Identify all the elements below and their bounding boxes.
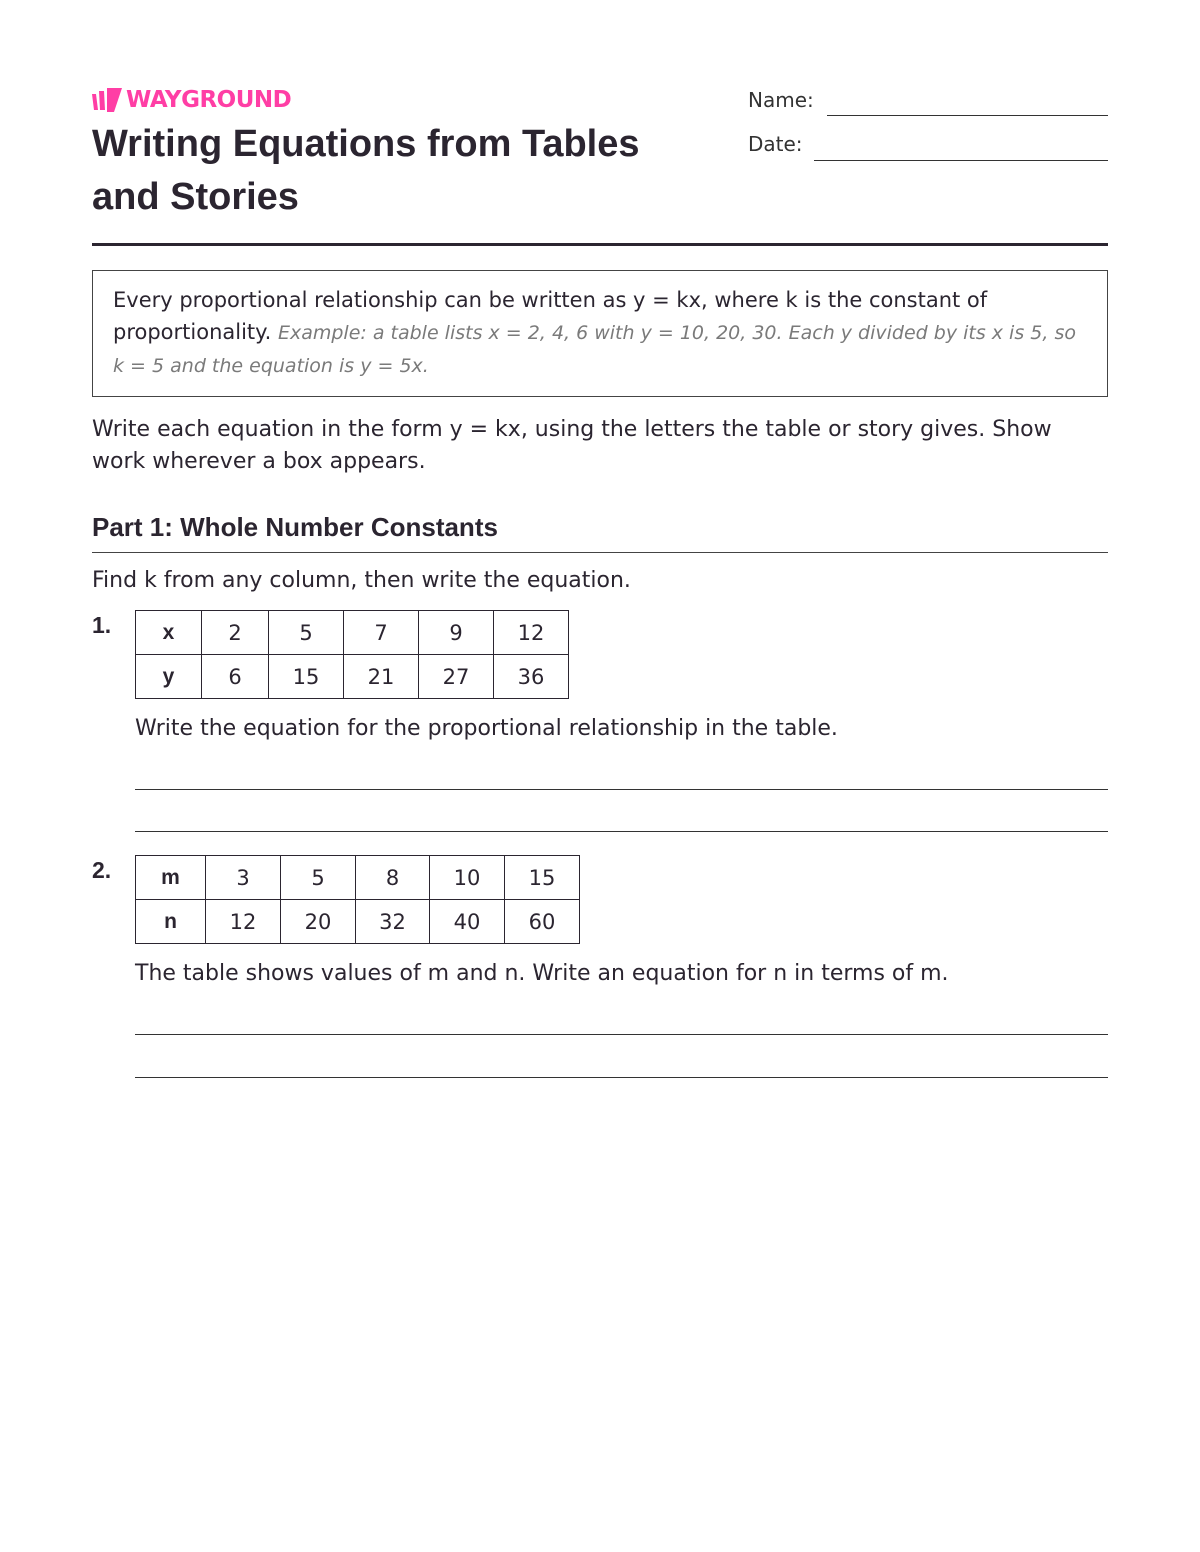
table-cell: 7 xyxy=(344,611,419,655)
question-2-table xyxy=(135,855,580,944)
table-cell: 12 xyxy=(494,611,569,655)
name-field-line[interactable] xyxy=(827,115,1108,116)
table-cell: 20 xyxy=(281,900,356,944)
table-cell: 2 xyxy=(202,611,269,655)
question-1-answer-line-1[interactable] xyxy=(135,789,1108,790)
part-1-subtext: Find k from any column, then write the equation. xyxy=(92,568,631,593)
table-row xyxy=(136,611,569,655)
instructions: Write each equation in the form y = kx, using the letters the table or story gives. Show work wherever a box appears. xyxy=(92,417,1052,474)
table-header-cell: y xyxy=(136,655,202,699)
question-2-number: 2. xyxy=(92,857,112,883)
table-cell: 60 xyxy=(505,900,580,944)
question-1-table xyxy=(135,610,569,699)
table-cell: 8 xyxy=(356,856,430,900)
brand-logo xyxy=(92,86,291,114)
table-cell: 6 xyxy=(202,655,269,699)
brand-name: WAYGROUND xyxy=(126,87,292,113)
table-cell: 5 xyxy=(281,856,356,900)
question-2-prompt: The table shows values of m and n. Write an equation for n in terms of m. xyxy=(135,961,949,986)
title-divider xyxy=(92,243,1108,246)
table-header-cell: n xyxy=(136,900,206,944)
table-header-cell: m xyxy=(136,856,206,900)
table-cell: 15 xyxy=(269,655,344,699)
table-cell: 5 xyxy=(269,611,344,655)
table-cell: 27 xyxy=(419,655,494,699)
table-cell: 32 xyxy=(356,900,430,944)
question-2-answer-line-2[interactable] xyxy=(135,1077,1108,1078)
info-example-text: Example: a table lists x = 2, 4, 6 with y = 10, 20, 30. Each y divided by its x is 5, so k = 5 and the equation is y = 5x. xyxy=(113,322,1076,377)
page-title: Writing Equations from Tables and Stories xyxy=(92,123,640,218)
wayground-logo-icon xyxy=(92,88,122,112)
table-row xyxy=(136,655,569,699)
question-2-answer-line-1[interactable] xyxy=(135,1034,1108,1035)
part-1-heading: Part 1: Whole Number Constants xyxy=(92,512,498,542)
table-header-cell: x xyxy=(136,611,202,655)
question-1-prompt: Write the equation for the proportional relationship in the table. xyxy=(135,716,838,741)
table-cell: 12 xyxy=(206,900,281,944)
table-cell: 9 xyxy=(419,611,494,655)
table-cell: 21 xyxy=(344,655,419,699)
date-field-line[interactable] xyxy=(814,160,1108,161)
question-1-number: 1. xyxy=(92,612,112,638)
part-1-divider xyxy=(92,552,1108,553)
table-cell: 3 xyxy=(206,856,281,900)
table-cell: 15 xyxy=(505,856,580,900)
name-field-label: Name: xyxy=(748,88,814,112)
table-row xyxy=(136,856,580,900)
info-box xyxy=(92,270,1108,397)
question-1-answer-line-2[interactable] xyxy=(135,831,1108,832)
date-field-label: Date: xyxy=(748,132,803,156)
info-main-text: Every proportional relationship can be written as y = kx, where k is the constant of proportionality. xyxy=(113,288,988,344)
table-row xyxy=(136,900,580,944)
table-cell: 40 xyxy=(430,900,505,944)
table-cell: 10 xyxy=(430,856,505,900)
table-cell: 36 xyxy=(494,655,569,699)
